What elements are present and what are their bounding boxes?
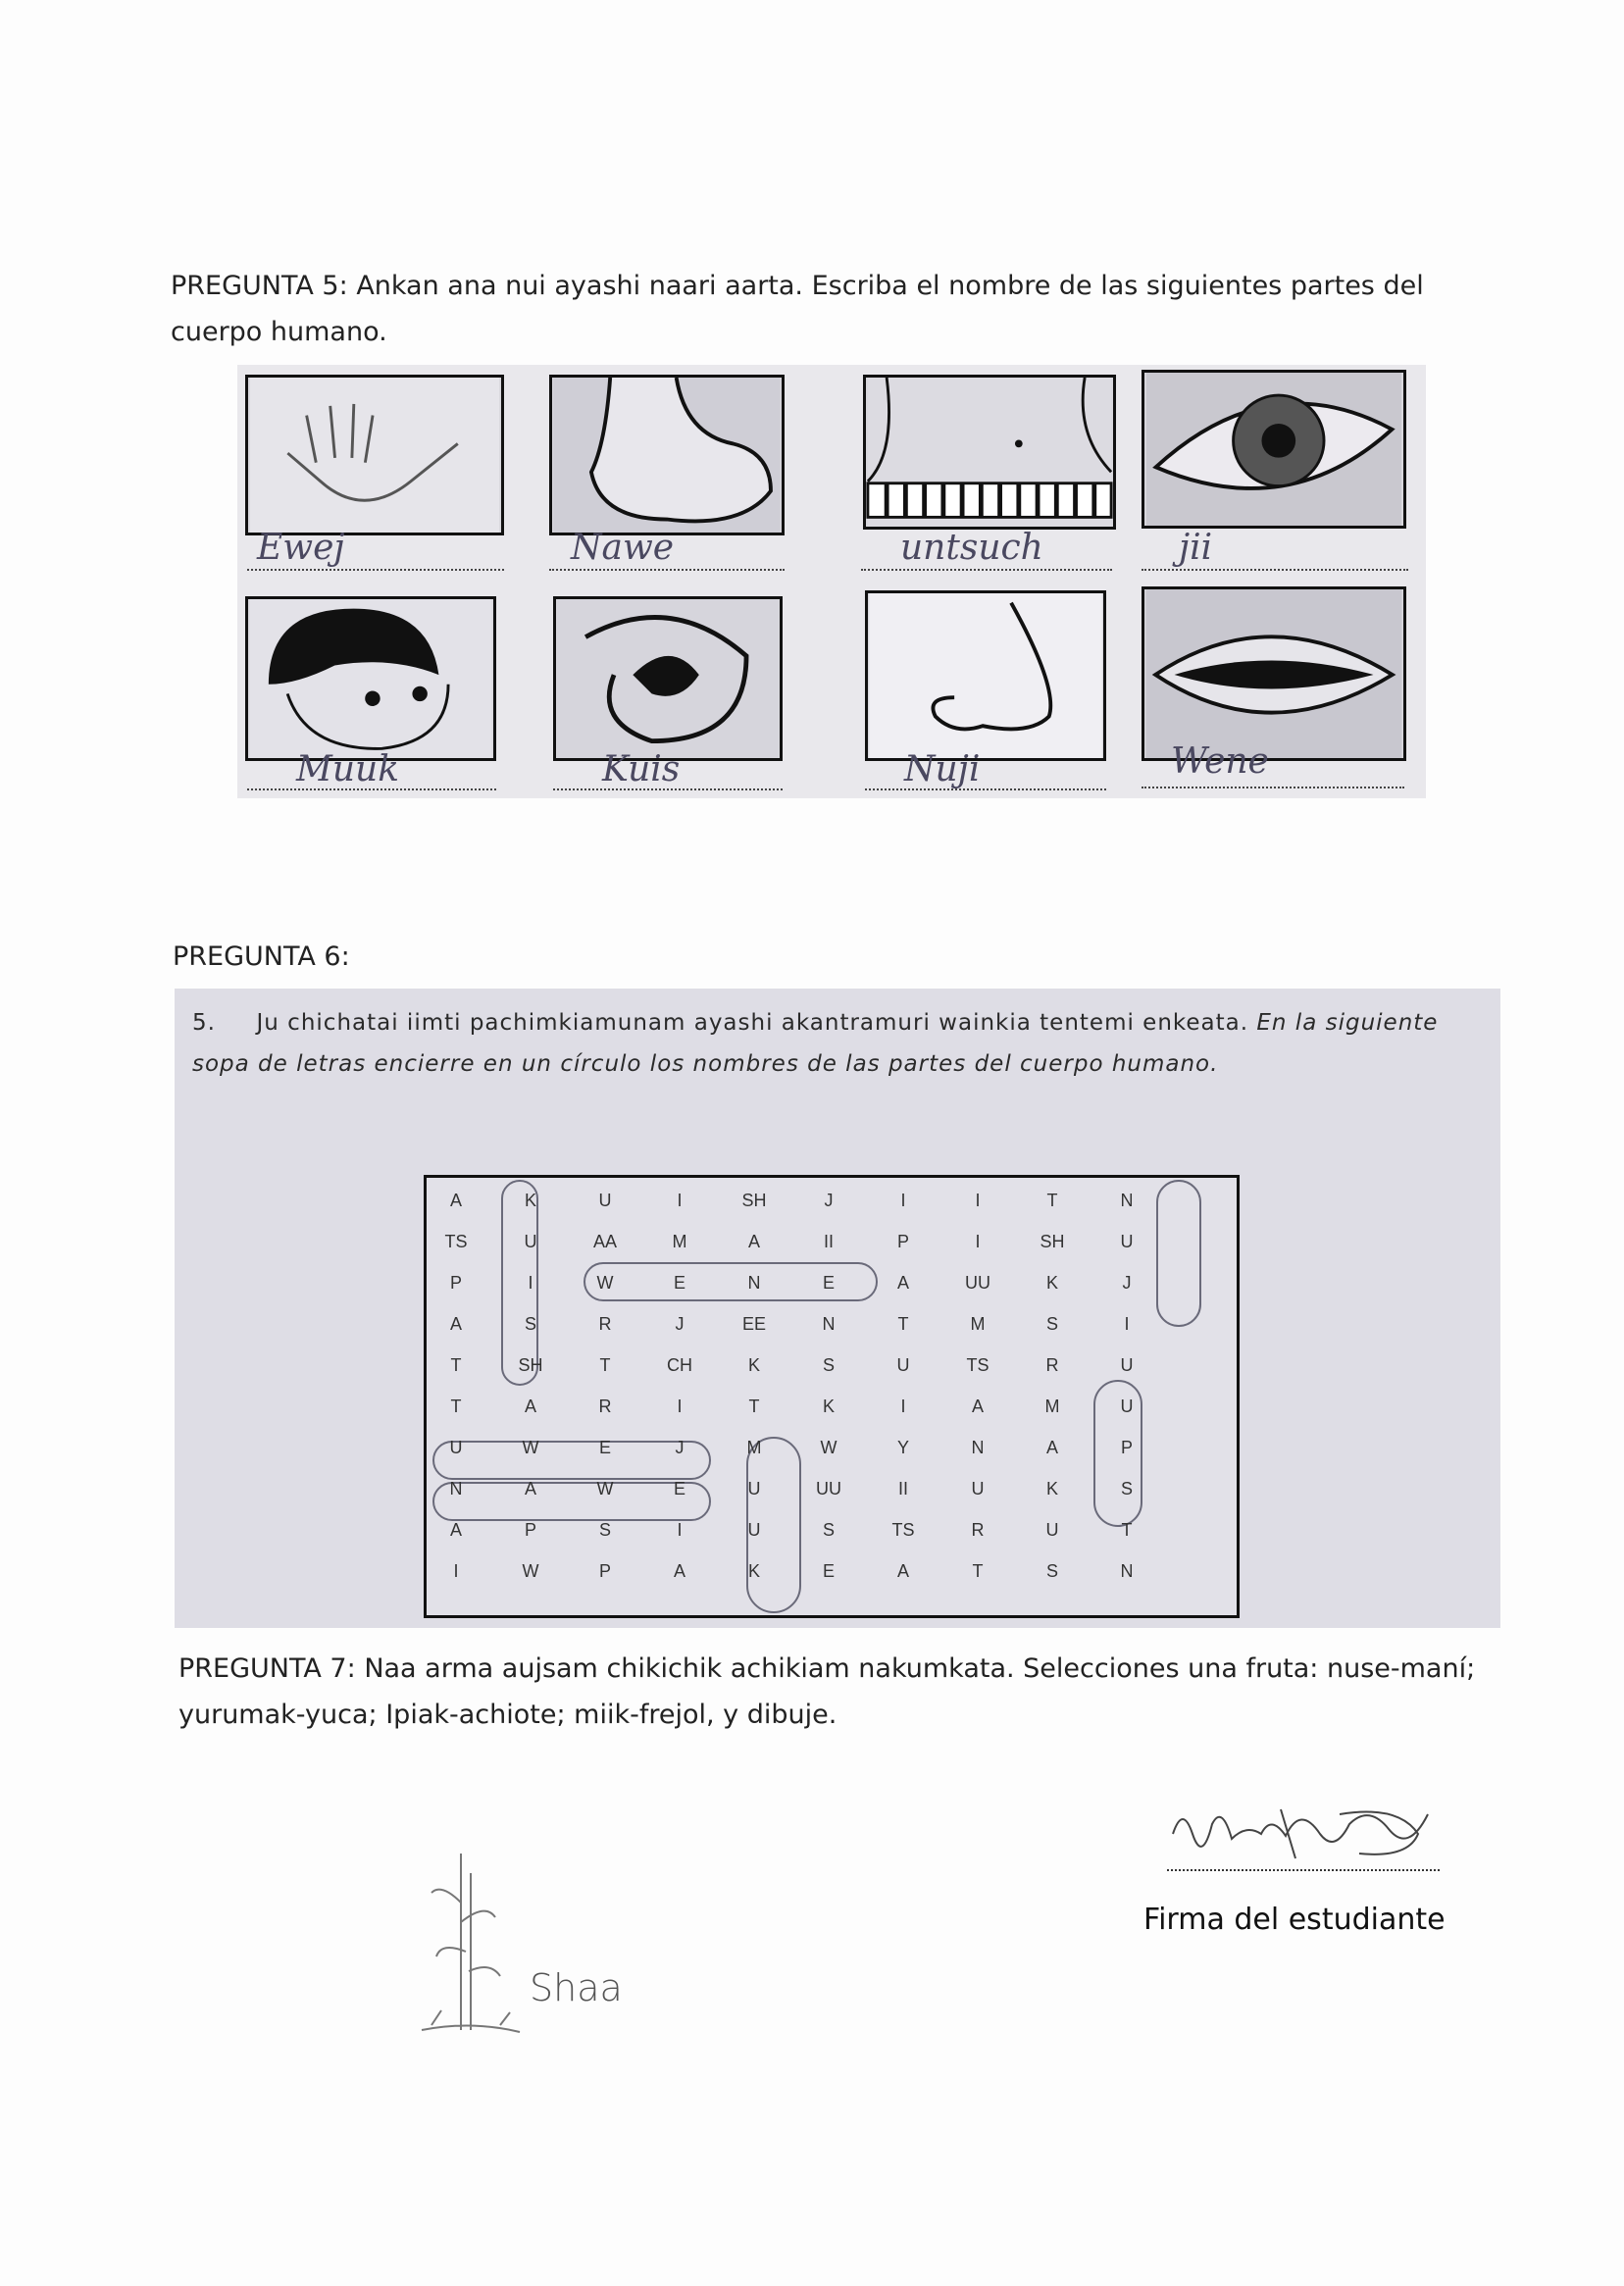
grid-letter: P	[598, 1561, 611, 1581]
grid-letter: I	[900, 1191, 906, 1210]
grid-letter: M	[746, 1438, 762, 1457]
grid-letter: M	[970, 1314, 986, 1334]
ear-image	[553, 596, 783, 761]
grid-letter: AA	[592, 1232, 617, 1251]
answer-foot: Nawe	[571, 528, 675, 568]
eye-image	[1142, 370, 1406, 529]
grid-letter: W	[596, 1273, 614, 1293]
grid-letter: I	[453, 1561, 459, 1581]
grid-letter: T	[897, 1314, 909, 1334]
grid-letter: U	[971, 1479, 985, 1499]
grid-letter: P	[449, 1273, 462, 1293]
grid-letter: A	[747, 1232, 760, 1251]
student-signature	[1163, 1795, 1438, 1873]
instr-shuar: Ju chichatai iimti pachimkiamunam ayashi akantramuri wainkia tentemi enkeata.	[256, 1010, 1249, 1036]
grid-letter: SH	[1040, 1232, 1065, 1251]
head-image	[245, 596, 496, 761]
grid-letter: E	[822, 1273, 835, 1293]
grid-letter: W	[522, 1561, 539, 1581]
grid-letter: TS	[891, 1520, 915, 1540]
circle-nuji	[1156, 1180, 1201, 1327]
pregunta-6-label: PREGUNTA 6:	[173, 941, 350, 972]
grid-letter: S	[1045, 1314, 1058, 1334]
grid-letter: E	[673, 1479, 685, 1499]
word-search-panel	[175, 989, 1500, 1628]
grid-letter: UU	[965, 1273, 990, 1293]
grid-letter: N	[1120, 1191, 1134, 1210]
grid-letter: K	[822, 1397, 835, 1416]
pregunta-5-body: Ankan ana nui ayashi naari aarta. Escriba el nombre de las siguientes partes del cuerpo humano.	[171, 271, 1424, 347]
grid-letter: U	[747, 1520, 761, 1540]
grid-letter: U	[449, 1438, 463, 1457]
grid-letter: J	[1122, 1273, 1132, 1293]
grid-letter: I	[900, 1397, 906, 1416]
grid-letter: N	[971, 1438, 985, 1457]
grid-letter: E	[673, 1273, 685, 1293]
grid-letter: I	[528, 1273, 533, 1293]
grid-letter: P	[524, 1520, 536, 1540]
grid-letter: A	[896, 1561, 909, 1581]
grid-letter: I	[1124, 1314, 1130, 1334]
signature-line	[1167, 1869, 1440, 1871]
grid-letter: T	[1121, 1520, 1133, 1540]
grid-letter: TS	[444, 1232, 468, 1251]
answer-ear: Kuis	[602, 749, 681, 789]
body-parts-panel	[237, 365, 1426, 798]
grid-letter: R	[598, 1397, 612, 1416]
grid-letter: K	[1045, 1273, 1058, 1293]
belly-image	[863, 375, 1116, 530]
signature-label: Firma del estudiante	[1143, 1903, 1446, 1937]
grid-letter: A	[1045, 1438, 1058, 1457]
grid-letter: K	[1045, 1479, 1058, 1499]
grid-letter: W	[820, 1438, 837, 1457]
grid-letter: CH	[667, 1355, 692, 1375]
instr-number: 5.	[192, 1010, 216, 1036]
grid-letter: UU	[816, 1479, 841, 1499]
grid-letter: K	[524, 1191, 536, 1210]
grid-letter: U	[896, 1355, 910, 1375]
pregunta-7-label: PREGUNTA 7:	[178, 1653, 356, 1684]
grid-letter: A	[971, 1397, 984, 1416]
grid-letter: U	[747, 1479, 761, 1499]
grid-letter: E	[598, 1438, 611, 1457]
grid-letter: I	[975, 1232, 981, 1251]
grid-letter: Y	[896, 1438, 909, 1457]
grid-letter: N	[747, 1273, 761, 1293]
grid-letter: A	[673, 1561, 685, 1581]
grid-letter: T	[450, 1355, 462, 1375]
answer-head: Muuk	[296, 749, 400, 789]
grid-letter: II	[897, 1479, 908, 1499]
grid-letter: K	[747, 1561, 760, 1581]
grid-letter: P	[1120, 1438, 1133, 1457]
grid-letter: S	[524, 1314, 536, 1334]
word-search-grid	[424, 1175, 1240, 1618]
cassava-drawing	[412, 1844, 530, 2040]
grid-letter: S	[822, 1355, 835, 1375]
grid-letter: W	[596, 1479, 614, 1499]
answer-eye: jii	[1179, 528, 1213, 568]
grid-letter: M	[672, 1232, 687, 1251]
word-search-instructions	[192, 1002, 1487, 1085]
nose-image	[865, 590, 1106, 761]
pregunta-5-label: PREGUNTA 5:	[171, 271, 348, 301]
grid-letter: K	[747, 1355, 760, 1375]
drawing-label: Shaa	[530, 1966, 623, 2009]
grid-letter: U	[524, 1232, 537, 1251]
answer-nose: Nuji	[904, 749, 981, 789]
grid-letter: J	[675, 1438, 685, 1457]
grid-letter: P	[896, 1232, 909, 1251]
grid-letter: S	[822, 1520, 835, 1540]
mouth-image	[1142, 586, 1406, 761]
grid-letter: SH	[741, 1191, 767, 1210]
grid-letter: A	[449, 1520, 462, 1540]
hand-image	[245, 375, 504, 535]
grid-letter: R	[971, 1520, 985, 1540]
answer-belly: untsuch	[900, 528, 1043, 568]
pregunta-7-body: Naa arma aujsam chikichik achikiam nakumkata. Selecciones una fruta: nuse-maní; yurumak-yuca; Ipiak-achiote; miik-frejol, y dibuje.	[178, 1653, 1476, 1730]
grid-letter: J	[824, 1191, 834, 1210]
grid-letter: EE	[741, 1314, 766, 1334]
grid-letter: A	[524, 1397, 536, 1416]
grid-letter: N	[1120, 1561, 1134, 1581]
grid-letter: T	[972, 1561, 984, 1581]
instr-spanish: En la siguiente sopa de letras encierre en un círculo los nombres de las partes del cuerpo humano.	[192, 1010, 1439, 1077]
grid-letter: N	[449, 1479, 463, 1499]
grid-letter: U	[1120, 1355, 1134, 1375]
grid-letter: T	[748, 1397, 760, 1416]
grid-letter: SH	[518, 1355, 543, 1375]
grid-letter: T	[1046, 1191, 1058, 1210]
grid-letter: E	[822, 1561, 835, 1581]
grid-letter: I	[677, 1520, 683, 1540]
pregunta-7-text	[178, 1646, 1483, 1738]
grid-letter: M	[1044, 1397, 1060, 1416]
grid-letter: TS	[966, 1355, 990, 1375]
grid-letter: J	[675, 1314, 685, 1334]
grid-letter: S	[1045, 1561, 1058, 1581]
grid-letter: T	[450, 1397, 462, 1416]
grid-letter: A	[449, 1191, 462, 1210]
grid-letter: T	[599, 1355, 611, 1375]
grid-letter: A	[896, 1273, 909, 1293]
grid-letter: S	[598, 1520, 611, 1540]
grid-letter: R	[1045, 1355, 1059, 1375]
grid-letter: U	[598, 1191, 612, 1210]
grid-letter: A	[524, 1479, 536, 1499]
grid-letter: S	[1120, 1479, 1133, 1499]
grid-letter: II	[823, 1232, 834, 1251]
foot-image	[549, 375, 785, 535]
grid-letter: I	[975, 1191, 981, 1210]
answer-hand: Ewej	[257, 528, 345, 568]
grid-letter: N	[822, 1314, 836, 1334]
grid-letter: I	[677, 1397, 683, 1416]
pregunta-5-text	[171, 263, 1465, 355]
grid-letter: U	[1120, 1397, 1134, 1416]
grid-letter: W	[522, 1438, 539, 1457]
answer-mouth: Wene	[1171, 741, 1269, 782]
grid-letter: R	[598, 1314, 612, 1334]
grid-letter: I	[677, 1191, 683, 1210]
grid-letter: U	[1120, 1232, 1134, 1251]
grid-letter: U	[1045, 1520, 1059, 1540]
grid-letter: A	[449, 1314, 462, 1334]
